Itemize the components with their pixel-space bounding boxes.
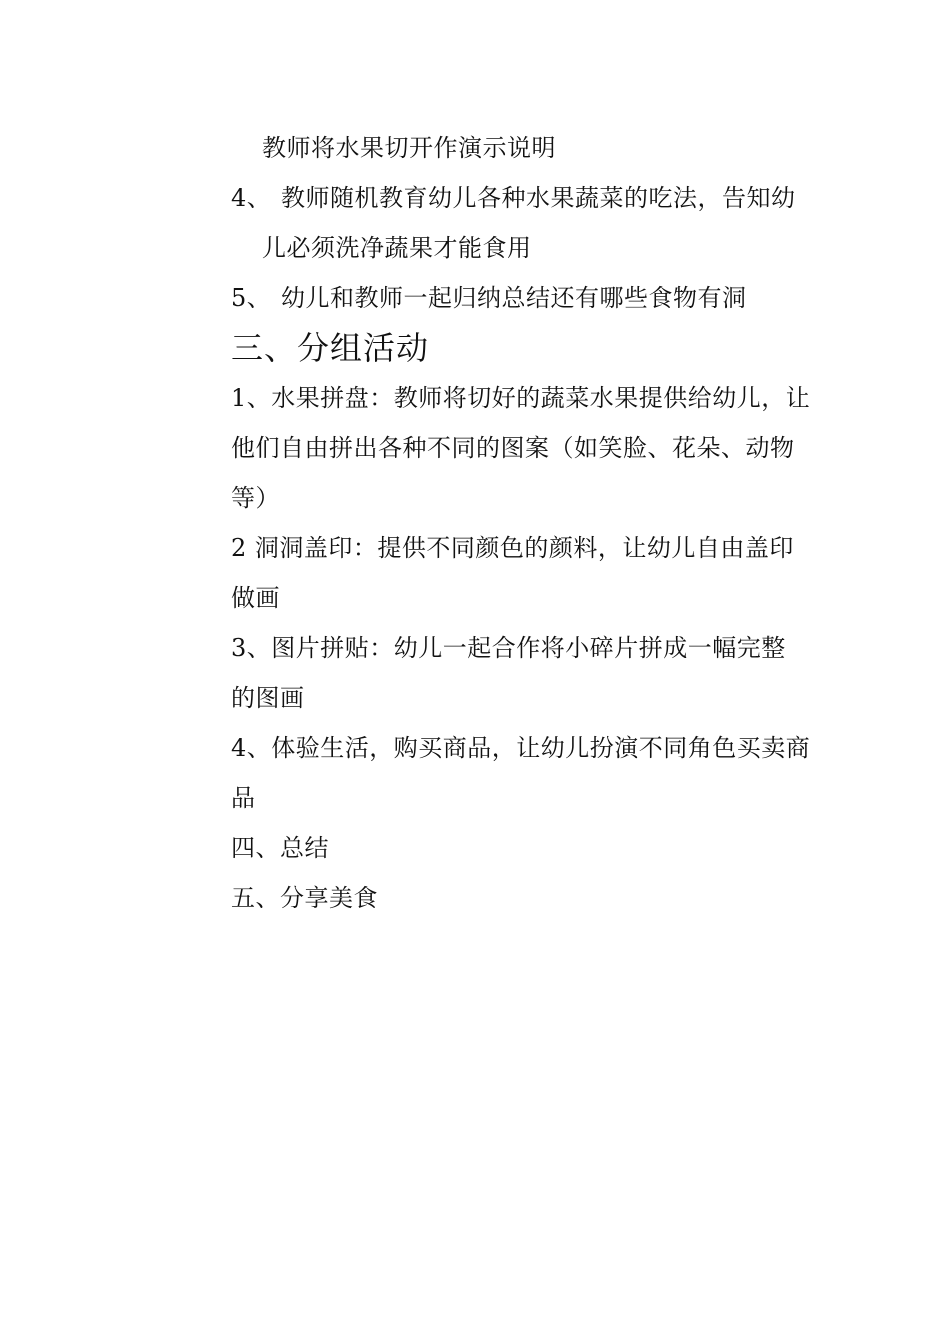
section-heading-summary: 四、总结: [231, 834, 329, 862]
activity-3-line-2: 的图画: [231, 684, 305, 712]
list-item-5: [231, 282, 811, 314]
activity-1-line-2: 他们自由拼出各种不同的图案（如笑脸、花朵、动物: [231, 434, 795, 462]
activity-2-line-1: 2 洞洞盖印：提供不同颜色的颜料，让幼儿自由盖印: [231, 534, 794, 562]
activity-1-line-3: 等）: [231, 484, 280, 512]
activity-4-line-1: 4、体验生活，购买商品，让幼儿扮演不同角色买卖商: [231, 734, 811, 762]
activity-1-line-1: 1、水果拼盘：教师将切好的蔬菜水果提供给幼儿，让: [231, 384, 811, 412]
list-item-number: 4、: [231, 184, 272, 212]
list-item-4: [231, 182, 811, 214]
section-heading-group-activities: 三、分组活动: [231, 329, 430, 367]
list-item-number: 5、: [231, 284, 272, 312]
list-item-text: 教师随机教育幼儿各种水果蔬菜的吃法，告知幼: [281, 184, 796, 212]
activity-4-line-2: 品: [231, 784, 256, 812]
section-heading-share-food: 五、分享美食: [231, 884, 378, 912]
list-item-4-continuation: 儿必须洗净蔬果才能食用: [262, 234, 532, 262]
activity-2-line-2: 做画: [231, 584, 280, 612]
activity-3-line-1: 3、图片拼贴：幼儿一起合作将小碎片拼成一幅完整: [231, 634, 786, 662]
continuation-line: 教师将水果切开作演示说明: [262, 134, 556, 162]
list-item-text: 幼儿和教师一起归纳总结还有哪些食物有洞: [281, 284, 747, 312]
